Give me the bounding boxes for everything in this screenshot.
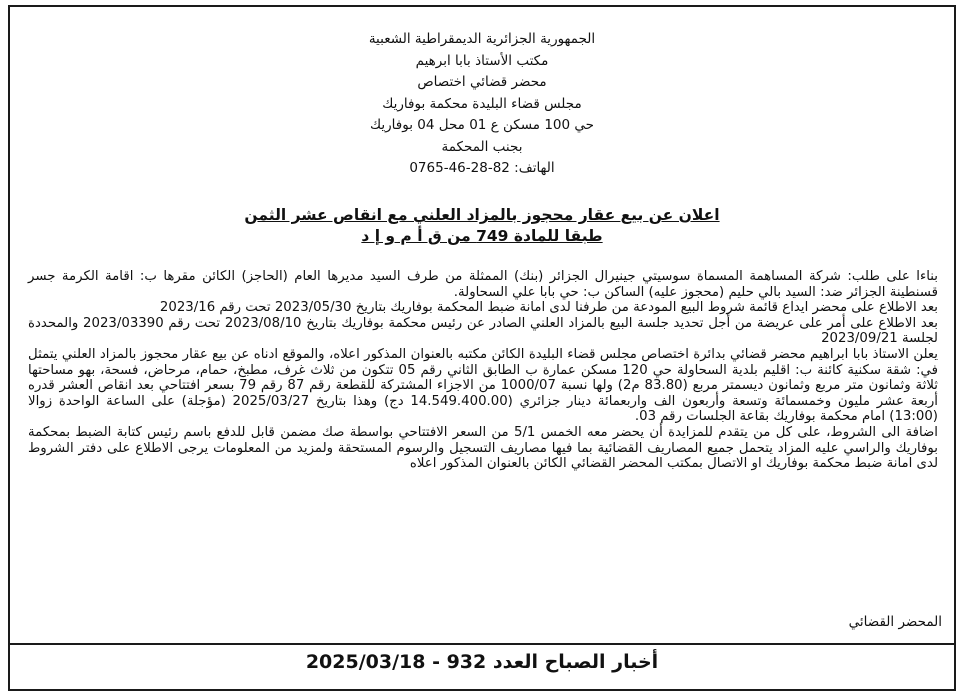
footer-divider [10, 643, 954, 645]
office-name: مكتب الأستاذ بابا ابرهيم [415, 52, 549, 69]
notice-title-line2: طبقا للمادة 749 من ق أ م و إ د [361, 227, 603, 245]
office-header [10, 29, 954, 180]
publication-footer: أخبار الصباح العدد 932 - 2025/03/18 [305, 651, 659, 673]
office-role: محضر قضائي اختصاص [417, 74, 547, 90]
bailiff-signature: المحضر القضائي [848, 614, 942, 630]
office-address: حي 100 مسكن ع 01 محل 04 بوفاريك [370, 117, 594, 133]
body-paragraph-sale: يعلن الاستاذ بابا ابراهيم محضر قضائي بدائرة اختصاص مجلس قضاء البليدة الكائن مكتبه بالعنوان المذكور اعلاه، والموقع ادناه عن بيع عقار محجوز بالمزاد العلني يتمثل في: شقة سكنية كائنة ب: اقليم بلدية السحاولة حي 120 مسكن عمارة ب الطابق الثاني رقم 05 تتكون من ثلاث غرف، مطبخ، حمام، مرحاض، فسحة، بهو مساحتها ثلاثة وثمانون متر مربع وثمانون ديسمتر مربع (83.80 م2) ولها نسبة 1000/07 من الاجزاء المشتركة للقطعة رقم 87 رقم 79 بسعر افتتاحي بعد انقاص العشر قدره أربعة عشر مليون وخمسمائة وتسعة وأربعون الف واربعمائة دينار جزائري (14.549.400.00 دج) وهذا بتاريخ 2025/03/27 (مؤجلة) على الساعة الواحدة زوالا (13:00) امام محكمة بوفاريك بقاعة الجلسات رقم 03. [28, 346, 938, 425]
office-location-note: بجنب المحكمة [441, 138, 523, 155]
body-paragraph-deposit: بعد الاطلاع على محضر ايداع قائمة شروط البيع المودعة من طرفنا لدى امانة ضبط المحكمة بوفاريك بتاريخ 2023/05/30 تحت رقم 2023/16 [159, 300, 938, 316]
body-paragraph-request: بناءا على طلب: شركة المساهمة المسماة سوسيتي جينيرال الجزائر (بنك) الممثلة من طرف السيد مديرها العام (الحاجز) الكائن مقرها ب: اقامة الكرمة جسر قسنطينة الجزائر ضد: السيد بالي حليم (محجوز عليه) الساكن ب: حي بابا علي السحاولة. [28, 269, 938, 300]
notice-title-line1: اعلان عن بيع عقار محجوز بالمزاد العلني مع انقاص عشر الثمن [244, 206, 720, 224]
legal-notice [8, 5, 956, 691]
notice-title [10, 205, 954, 247]
jurisdiction: مجلس قضاء البليدة محكمة بوفاريك [382, 95, 582, 112]
body-paragraph-conditions: اضافة الى الشروط، على كل من يتقدم للمزايدة أن يحضر معه الخمس 5/1 من السعر الافتتاحي بواسطة صك مضمن قابل للدفع باسم رئيس كتابة الضبط بمحكمة بوفاريك والراسي عليه المزاد يتحمل جميع المصاريف القضائية بما فيها مصاريف التسجيل والرسوم المستحقة ولمزيد من المعلومات يرجى الاطلاع على دفتر الشروط لدى امانة ضبط محكمة بوفاريك او الاتصال بمكتب المحضر القضائي الكائن بالعنوان المذكور اعلاه [28, 424, 938, 472]
office-phone: الهاتف: 82-28-46-0765 [409, 160, 555, 176]
republic-name: الجمهورية الجزائرية الديمقراطية الشعبية [368, 31, 596, 47]
notice-body [28, 269, 938, 472]
body-paragraph-order: بعد الاطلاع على أمر على عريضة من أجل تحديد جلسة البيع بالمزاد العلني الصادر عن رئيس محكمة بوفاريك بتاريخ 2023/08/10 تحت رقم 2023/03390 والمحددة لجلسة 2023/09/21 [28, 315, 938, 347]
